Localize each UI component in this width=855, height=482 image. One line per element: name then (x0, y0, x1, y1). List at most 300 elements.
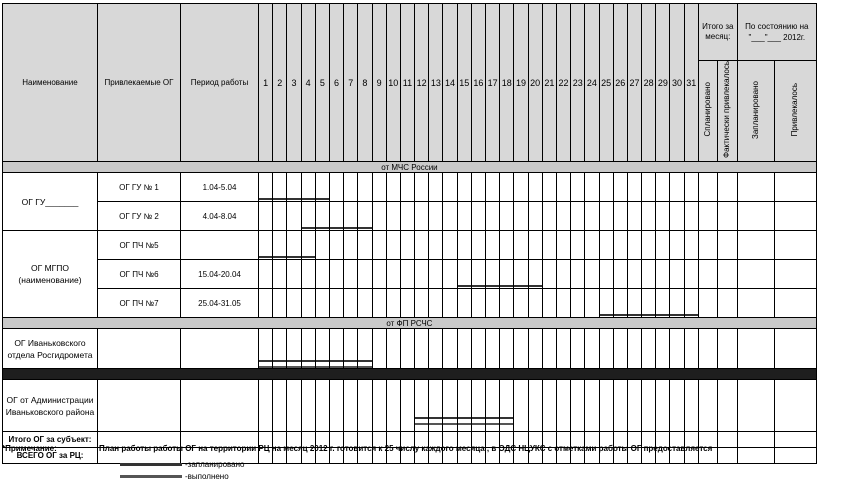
row-day-26 (613, 260, 627, 289)
row-total-3 (774, 231, 816, 260)
fp-row-day-30 (670, 329, 684, 369)
row-day-22 (556, 231, 570, 260)
legend-planned-swatch (120, 463, 182, 466)
bar-planned (330, 360, 343, 362)
header-day: 9 (372, 4, 386, 162)
row-day-21 (542, 202, 556, 231)
bar-done (287, 366, 300, 368)
og-period: 25.04-31.05 (181, 289, 259, 318)
admin-row-day-6 (329, 380, 343, 432)
og-period: 1.04-5.04 (181, 173, 259, 202)
admin-row-day-4 (301, 380, 315, 432)
row-day-12 (415, 173, 429, 202)
row-day-12 (415, 289, 429, 318)
row-day-18 (500, 173, 514, 202)
og-name: ОГ ПЧ №5 (98, 231, 181, 260)
og-name: ОГ ПЧ №6 (98, 260, 181, 289)
row-day-5 (315, 231, 329, 260)
bar-planned (458, 285, 471, 287)
bar-planned (302, 360, 315, 362)
header-day: 29 (656, 4, 670, 162)
row-day-30 (670, 173, 684, 202)
fp-row-day-10 (386, 329, 400, 369)
row-day-22 (556, 260, 570, 289)
row-day-27 (627, 260, 641, 289)
row-day-1 (259, 173, 273, 202)
admin-row-day-27 (627, 380, 641, 432)
row-day-8 (358, 202, 372, 231)
row-total-3 (774, 173, 816, 202)
row-day-27 (627, 202, 641, 231)
admin-row-total-1 (717, 380, 737, 432)
bar-done (259, 366, 272, 368)
bar-planned (628, 314, 641, 316)
row-day-13 (429, 289, 443, 318)
row-day-27 (627, 231, 641, 260)
row-day-17 (486, 173, 500, 202)
row-day-11 (400, 173, 414, 202)
admin-row-day-14 (443, 380, 457, 432)
admin-row-day-30 (670, 380, 684, 432)
row-day-1 (259, 289, 273, 318)
header-day: 11 (400, 4, 414, 162)
fp-row-day-20 (528, 329, 542, 369)
row-day-15 (457, 231, 471, 260)
admin-row-day-7 (344, 380, 358, 432)
bar-planned (472, 285, 485, 287)
bar-planned (685, 314, 698, 316)
header-month-total: Итого за месяц: (698, 4, 737, 61)
admin-row-day-1 (259, 380, 273, 432)
admin-row-day-17 (486, 380, 500, 432)
section-fp: от ФП РСЧС (3, 318, 817, 329)
og-name (98, 380, 181, 432)
header-day: 30 (670, 4, 684, 162)
fp-row-day-17 (486, 329, 500, 369)
schedule-table (2, 3, 817, 464)
row-day-12 (415, 260, 429, 289)
row-day-22 (556, 202, 570, 231)
legend-done-label: -выполнено (185, 472, 229, 481)
admin-row-day-18 (500, 380, 514, 432)
admin-group-name: ОГ от Администрации Иваньковского района (3, 380, 98, 432)
header-status-planned-cell (737, 61, 774, 162)
row-day-6 (329, 260, 343, 289)
bar-planned (500, 285, 513, 287)
row-total-3 (774, 202, 816, 231)
row-day-14 (443, 260, 457, 289)
bar-planned (302, 198, 315, 200)
row-day-19 (514, 173, 528, 202)
header-planned-cell (698, 61, 717, 162)
bar-planned (472, 417, 485, 419)
header-day: 22 (556, 4, 570, 162)
bar-planned (330, 227, 343, 229)
row-day-24 (585, 260, 599, 289)
row-day-2 (273, 202, 287, 231)
total-rc-total-1 (717, 448, 737, 464)
fp-row-day-31 (684, 329, 698, 369)
fp-row-day-23 (571, 329, 585, 369)
row-day-2 (273, 289, 287, 318)
bar-planned (358, 227, 371, 229)
fp-row-day-13 (429, 329, 443, 369)
bar-done (429, 423, 442, 425)
admin-row-total-3 (774, 380, 816, 432)
row-total-2 (737, 173, 774, 202)
og-period: 4.04-8.04 (181, 202, 259, 231)
bar-done (358, 366, 371, 368)
row-total-2 (737, 231, 774, 260)
bar-planned (514, 285, 527, 287)
row-day-4 (301, 289, 315, 318)
status-line-1: По состоянию на (745, 22, 809, 31)
fp-group-name: ОГ Иваньковского отдела Росгидромета (3, 329, 98, 369)
row-day-8 (358, 231, 372, 260)
row-day-15 (457, 202, 471, 231)
fp-row-total-3 (774, 329, 816, 369)
row-day-13 (429, 231, 443, 260)
bar-planned (287, 198, 300, 200)
fp-row-day-21 (542, 329, 556, 369)
bar-planned (259, 256, 272, 258)
bar-planned (529, 285, 542, 287)
fp-row-day-18 (500, 329, 514, 369)
admin-row-day-9 (372, 380, 386, 432)
fp-row-day-14 (443, 329, 457, 369)
bar-planned (259, 198, 272, 200)
bar-planned (358, 360, 371, 362)
group-name: ОГ ГУ_______ (3, 173, 98, 231)
row-day-4 (301, 260, 315, 289)
bar-planned (486, 417, 499, 419)
bar-done (443, 423, 456, 425)
admin-row-day-20 (528, 380, 542, 432)
row-day-17 (486, 202, 500, 231)
row-day-2 (273, 260, 287, 289)
row-day-15 (457, 260, 471, 289)
admin-row-day-10 (386, 380, 400, 432)
header-day: 10 (386, 4, 400, 162)
row-day-12 (415, 231, 429, 260)
fp-row-total-2 (737, 329, 774, 369)
bar-planned (273, 360, 286, 362)
legend-done-swatch (120, 475, 182, 478)
bar-planned (600, 314, 613, 316)
admin-row-day-12 (415, 380, 429, 432)
bar-done (344, 366, 357, 368)
header-day: 14 (443, 4, 457, 162)
row-day-26 (613, 173, 627, 202)
row-day-14 (443, 231, 457, 260)
fp-row-day-6 (329, 329, 343, 369)
legend-done (120, 472, 229, 481)
row-day-16 (471, 173, 485, 202)
admin-row-day-25 (599, 380, 613, 432)
row-day-24 (585, 289, 599, 318)
bar-planned (316, 227, 329, 229)
row-day-8 (358, 289, 372, 318)
bar-planned (287, 256, 300, 258)
bar-planned (302, 256, 315, 258)
header-day: 8 (358, 4, 372, 162)
row-day-10 (386, 231, 400, 260)
admin-row-day-29 (656, 380, 670, 432)
header-status-date (737, 4, 816, 61)
header-day: 13 (429, 4, 443, 162)
fp-row-day-12 (415, 329, 429, 369)
header-day: 17 (486, 4, 500, 162)
row-day-15 (457, 289, 471, 318)
bar-planned (656, 314, 669, 316)
total-subject-label: Итого ОГ за субъект: (3, 432, 98, 448)
row-day-18 (500, 202, 514, 231)
row-day-18 (500, 231, 514, 260)
row-day-9 (372, 173, 386, 202)
group-name: ОГ МГПО (наименование) (3, 231, 98, 318)
header-day: 2 (273, 4, 287, 162)
row-day-28 (642, 173, 656, 202)
admin-row-day-11 (400, 380, 414, 432)
fp-row-day-5 (315, 329, 329, 369)
header-actual: Фактически привлекалось (722, 61, 732, 158)
row-total-0 (698, 289, 717, 318)
row-day-28 (642, 289, 656, 318)
row-day-30 (670, 260, 684, 289)
row-day-1 (259, 231, 273, 260)
admin-row-day-16 (471, 380, 485, 432)
row-day-30 (670, 202, 684, 231)
bar-planned (344, 360, 357, 362)
row-day-5 (315, 202, 329, 231)
row-day-3 (287, 231, 301, 260)
bar-done (458, 423, 471, 425)
row-day-11 (400, 202, 414, 231)
admin-row-day-26 (613, 380, 627, 432)
fp-row-day-2 (273, 329, 287, 369)
og-name: ОГ ПЧ №7 (98, 289, 181, 318)
row-day-30 (670, 231, 684, 260)
bar-planned (443, 417, 456, 419)
fp-row-day-4 (301, 329, 315, 369)
row-day-9 (372, 260, 386, 289)
bar-planned (415, 417, 428, 419)
row-day-7 (344, 260, 358, 289)
og-name (98, 329, 181, 369)
row-total-0 (698, 202, 717, 231)
row-day-13 (429, 260, 443, 289)
row-day-19 (514, 202, 528, 231)
row-day-23 (571, 173, 585, 202)
row-day-3 (287, 289, 301, 318)
header-day: 6 (329, 4, 343, 162)
row-day-29 (656, 202, 670, 231)
row-day-23 (571, 260, 585, 289)
row-day-20 (528, 289, 542, 318)
fp-row-day-15 (457, 329, 471, 369)
row-day-19 (514, 289, 528, 318)
row-day-2 (273, 173, 287, 202)
row-total-2 (737, 260, 774, 289)
row-day-1 (259, 260, 273, 289)
header-period: Период работы (181, 4, 259, 162)
fp-row-day-27 (627, 329, 641, 369)
bar-done (273, 366, 286, 368)
row-day-8 (358, 173, 372, 202)
row-day-25 (599, 260, 613, 289)
row-day-24 (585, 231, 599, 260)
row-day-3 (287, 202, 301, 231)
og-period (181, 231, 259, 260)
legend-planned-label: -запланировано (185, 460, 245, 469)
row-day-10 (386, 289, 400, 318)
dark-separator (3, 369, 817, 380)
header-planned: Спланировано (702, 82, 712, 137)
fp-row-day-25 (599, 329, 613, 369)
row-day-21 (542, 231, 556, 260)
row-day-24 (585, 173, 599, 202)
row-day-16 (471, 202, 485, 231)
bar-done (415, 423, 428, 425)
bar-done (316, 366, 329, 368)
header-day: 21 (542, 4, 556, 162)
bar-planned (500, 417, 513, 419)
row-day-10 (386, 260, 400, 289)
row-day-31 (684, 231, 698, 260)
header-day: 18 (500, 4, 514, 162)
bar-planned (458, 417, 471, 419)
row-day-4 (301, 173, 315, 202)
row-total-2 (737, 289, 774, 318)
header-status-attracted: Привлекалось (790, 82, 800, 137)
row-day-21 (542, 260, 556, 289)
row-total-1 (717, 173, 737, 202)
row-day-4 (301, 202, 315, 231)
row-day-9 (372, 202, 386, 231)
admin-row-day-28 (642, 380, 656, 432)
row-day-27 (627, 289, 641, 318)
bar-planned (429, 417, 442, 419)
row-day-20 (528, 260, 542, 289)
fp-row-day-1 (259, 329, 273, 369)
row-day-5 (315, 173, 329, 202)
row-day-25 (599, 231, 613, 260)
row-day-17 (486, 289, 500, 318)
fp-row-day-29 (656, 329, 670, 369)
admin-row-day-2 (273, 380, 287, 432)
fp-row-total-1 (717, 329, 737, 369)
row-day-5 (315, 289, 329, 318)
row-day-16 (471, 231, 485, 260)
row-day-11 (400, 289, 414, 318)
row-total-3 (774, 260, 816, 289)
row-day-16 (471, 260, 485, 289)
header-status-attracted-cell (774, 61, 816, 162)
admin-row-day-19 (514, 380, 528, 432)
row-day-11 (400, 260, 414, 289)
row-day-14 (443, 289, 457, 318)
row-day-7 (344, 231, 358, 260)
row-total-1 (717, 231, 737, 260)
header-day: 7 (344, 4, 358, 162)
header-day: 3 (287, 4, 301, 162)
header-day: 25 (599, 4, 613, 162)
header-day: 31 (684, 4, 698, 162)
admin-row-day-8 (358, 380, 372, 432)
bar-planned (614, 314, 627, 316)
row-day-6 (329, 231, 343, 260)
admin-row-day-22 (556, 380, 570, 432)
row-day-19 (514, 260, 528, 289)
header-actual-cell (717, 61, 737, 162)
header-day: 23 (571, 4, 585, 162)
row-day-26 (613, 202, 627, 231)
bar-planned (642, 314, 655, 316)
fp-row-day-19 (514, 329, 528, 369)
row-day-22 (556, 173, 570, 202)
admin-row-day-21 (542, 380, 556, 432)
row-day-25 (599, 289, 613, 318)
admin-row-day-24 (585, 380, 599, 432)
header-day: 20 (528, 4, 542, 162)
row-day-30 (670, 289, 684, 318)
admin-row-day-23 (571, 380, 585, 432)
og-period (181, 329, 259, 369)
fp-row-day-26 (613, 329, 627, 369)
row-day-9 (372, 231, 386, 260)
fp-row-day-22 (556, 329, 570, 369)
row-day-19 (514, 231, 528, 260)
row-day-3 (287, 260, 301, 289)
header-name: Наименование (3, 4, 98, 162)
header-day: 4 (301, 4, 315, 162)
fp-row-day-3 (287, 329, 301, 369)
total-rc-total-2 (737, 448, 774, 464)
header-day: 27 (627, 4, 641, 162)
row-day-18 (500, 260, 514, 289)
total-subject-total-3 (774, 432, 816, 448)
bar-planned (486, 285, 499, 287)
header-day: 26 (613, 4, 627, 162)
row-day-14 (443, 173, 457, 202)
row-day-29 (656, 231, 670, 260)
admin-row-day-3 (287, 380, 301, 432)
row-day-13 (429, 202, 443, 231)
row-day-6 (329, 173, 343, 202)
row-total-2 (737, 202, 774, 231)
row-day-21 (542, 173, 556, 202)
bar-planned (273, 256, 286, 258)
bar-done (472, 423, 485, 425)
bar-done (500, 423, 513, 425)
fp-row-day-24 (585, 329, 599, 369)
row-day-5 (315, 260, 329, 289)
row-day-22 (556, 289, 570, 318)
row-day-9 (372, 289, 386, 318)
og-period: 15.04-20.04 (181, 260, 259, 289)
note-text: План работы работы ОГ на территории РЦ на месяц 2012 г. готовится к 25 числу каждого месяца , в ОДС НЦУКС с отметками работы ОГ предоставляется (99, 444, 713, 453)
header-day: 24 (585, 4, 599, 162)
row-day-24 (585, 202, 599, 231)
total-rc-total-3 (774, 448, 816, 464)
row-day-23 (571, 231, 585, 260)
row-day-25 (599, 173, 613, 202)
row-day-10 (386, 173, 400, 202)
row-total-0 (698, 173, 717, 202)
bar-done (486, 423, 499, 425)
row-day-31 (684, 260, 698, 289)
header-day: 19 (514, 4, 528, 162)
